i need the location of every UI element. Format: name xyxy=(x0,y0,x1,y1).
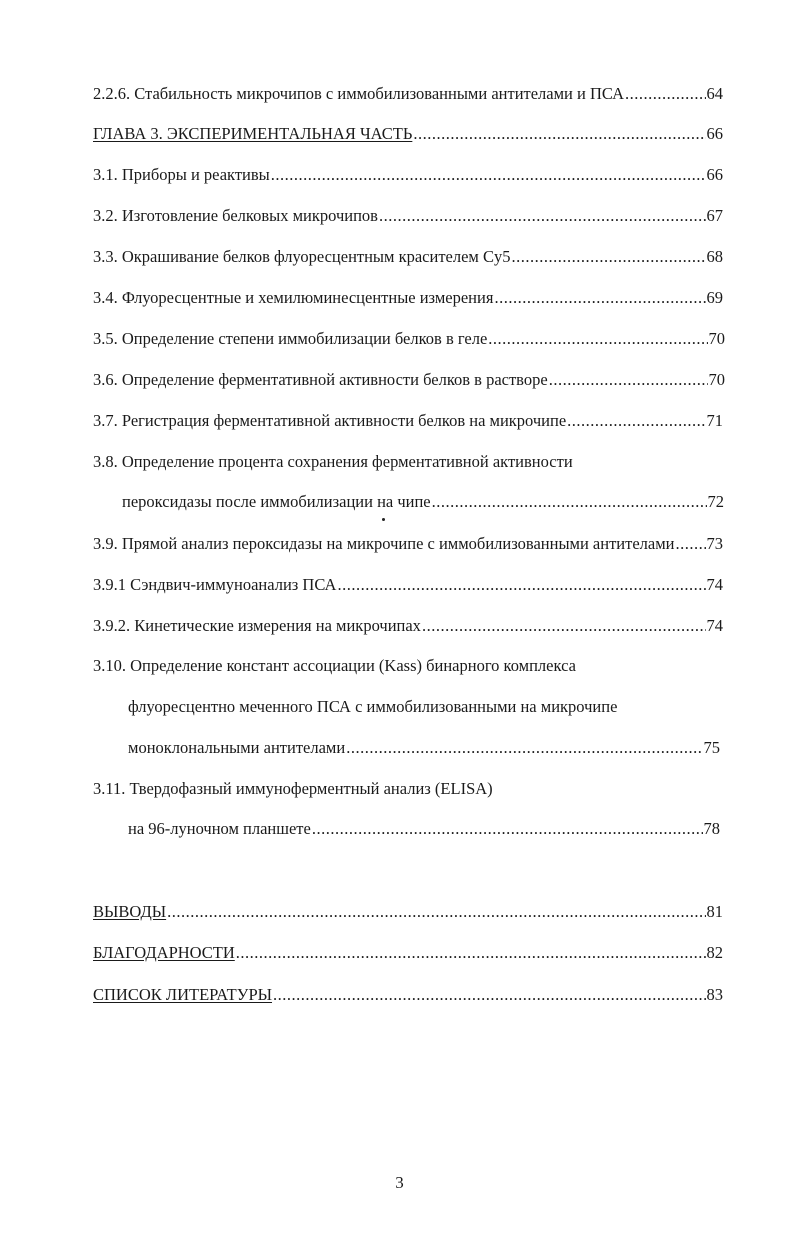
toc-entry-title: БЛАГОДАРНОСТИ xyxy=(93,943,235,962)
leader-dots xyxy=(422,614,706,638)
toc-entry-page: 69 xyxy=(706,288,723,307)
toc-entry-page: 66 xyxy=(706,124,723,143)
toc-entry-chapter xyxy=(93,900,723,924)
toc-entry-page: 68 xyxy=(706,247,723,266)
toc-entry-page: 74 xyxy=(706,616,723,635)
toc-entry-page: 83 xyxy=(706,985,723,1004)
toc-entry xyxy=(93,286,723,310)
toc-entry-continuation xyxy=(128,736,720,760)
toc-entry-title: 3.1. Приборы и реактивы xyxy=(93,165,270,184)
toc-entry-continuation xyxy=(122,490,724,514)
toc-entry xyxy=(93,368,725,392)
toc-entry-chapter xyxy=(93,122,723,146)
leader-dots xyxy=(312,817,703,841)
leader-dots xyxy=(413,122,705,146)
page-number: 3 xyxy=(395,1173,404,1192)
toc-entry-page: 78 xyxy=(703,819,720,838)
leader-dots xyxy=(236,941,706,965)
leader-dots xyxy=(379,204,706,228)
leader-dots xyxy=(167,900,705,924)
toc-entry-title: 3.9.1 Сэндвич-иммуноанализ ПСА xyxy=(93,575,337,594)
toc-entry-title: на 96-луночном планшете xyxy=(128,819,311,838)
toc-entry xyxy=(93,614,723,638)
leader-dots xyxy=(675,532,705,556)
toc-entry-title: 3.3. Окрашивание белков флуоресцентным красителем Cy5 xyxy=(93,247,511,266)
toc-entry-chapter xyxy=(93,983,723,1007)
toc-entry-title: пероксидазы после иммобилизации на чипе xyxy=(122,492,431,511)
leader-dots xyxy=(337,573,705,597)
toc-entry xyxy=(93,327,725,351)
toc-entry xyxy=(93,163,723,187)
toc-entry-title: 3.9. Прямой анализ пероксидазы на микрочипе с иммобилизованными антителами xyxy=(93,534,675,553)
leader-dots xyxy=(271,163,706,187)
toc-entry-page: 64 xyxy=(706,84,723,103)
toc-entry-chapter xyxy=(93,941,723,965)
toc-entry-page: 66 xyxy=(706,165,723,184)
toc-entry-title: 3.5. Определение степени иммобилизации белков в геле xyxy=(93,329,488,348)
toc-entry-page: 81 xyxy=(706,902,723,921)
toc-entry-title: 3.10. Определение констант ассоциации (Kass) бинарного комплекса xyxy=(93,656,576,675)
toc-entry-page: 82 xyxy=(706,943,723,962)
toc-entry-title: 3.4. Флуоресцентные и хемилюминесцентные измерения xyxy=(93,288,494,307)
toc-entry xyxy=(93,82,723,106)
toc-entry-page: 67 xyxy=(706,206,723,225)
leader-dots xyxy=(273,983,705,1007)
toc-entry xyxy=(93,245,723,269)
scan-speck xyxy=(382,518,385,521)
toc-entry-page: 74 xyxy=(706,575,723,594)
leader-dots xyxy=(346,736,702,760)
toc-entry-title: 3.7. Регистрация ферментативной активности белков на микрочипе xyxy=(93,411,567,430)
toc-entry-title: СПИСОК ЛИТЕРАТУРЫ xyxy=(93,985,273,1004)
leader-dots xyxy=(512,245,706,269)
toc-entry-title: 3.11. Твердофазный иммуноферментный анализ (ELISA) xyxy=(93,779,493,798)
leader-dots xyxy=(549,368,708,392)
leader-dots xyxy=(432,490,707,514)
toc-entry-title: 3.6. Определение ферментативной активности белков в растворе xyxy=(93,370,548,389)
toc-entry-title: ВЫВОДЫ xyxy=(93,902,167,921)
leader-dots xyxy=(567,409,705,433)
toc-entry-title: 2.2.6. Стабильность микрочипов с иммобилизованными антителами и ПСА xyxy=(93,84,624,103)
toc-entry xyxy=(93,532,723,556)
toc-entry xyxy=(93,409,723,433)
toc-entry xyxy=(93,204,723,228)
toc-entry-page: 70 xyxy=(708,329,725,348)
toc-entry-page: 70 xyxy=(708,370,725,389)
toc-entry-page: 75 xyxy=(703,738,720,757)
toc-entry-page: 73 xyxy=(706,534,723,553)
leader-dots xyxy=(625,82,706,106)
toc-entry-title: моноклональными антителами xyxy=(128,738,346,757)
toc-entry-title: 3.8. Определение процента сохранения ферментативной активности xyxy=(93,452,573,471)
toc-entry-title: 3.2. Изготовление белковых микрочипов xyxy=(93,206,378,225)
leader-dots xyxy=(488,327,707,351)
toc-entry-title: 3.9.2. Кинетические измерения на микрочипах xyxy=(93,616,421,635)
leader-dots xyxy=(494,286,705,310)
toc-entry-continuation xyxy=(128,817,720,841)
toc-entry-page: 72 xyxy=(707,492,724,511)
toc-entry-title: флуоресцентно меченного ПСА с иммобилизованными на микрочипе xyxy=(128,697,618,716)
toc-entry-title: ГЛАВА 3. ЭКСПЕРИМЕНТАЛЬНАЯ ЧАСТЬ xyxy=(93,124,413,143)
toc-entry xyxy=(93,573,723,597)
toc-entry-page: 71 xyxy=(706,411,723,430)
